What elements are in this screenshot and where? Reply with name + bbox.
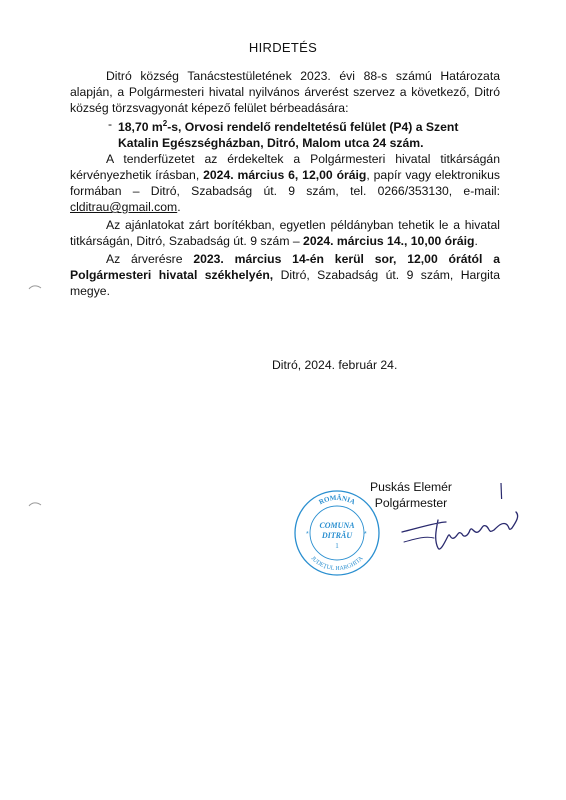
stamp-center-line2: DITRĂU <box>321 531 353 540</box>
auction-location: Ditró, Szabadság út. 9 szám, Hargita megye. <box>70 268 500 299</box>
property-description <box>118 116 500 151</box>
paragraph-auction <box>70 251 500 299</box>
bullet-dash: - <box>108 117 113 131</box>
pen-tick-mark <box>499 482 503 500</box>
area-value: 18,70 m <box>118 120 163 135</box>
stamp-top-text: ROMÂNIA <box>317 493 357 507</box>
tender-text: A tenderfüzetet az érdekeltek a Polgármesteri hivatal titkárságán kérvényezhetik írásban, <box>70 152 500 183</box>
stamp-center-number: 1 <box>335 542 339 550</box>
page-title: HIRDETÉS <box>248 40 318 55</box>
property-details: -s, Orvosi rendelő rendeltetésű felület (P4) a Szent Katalin Egészségházban, Ditró, Malom utca 24 szám. <box>118 120 459 151</box>
paragraph-intro: Ditró község Tanácstestületének 2023. évi 88-s számú Határozata alapján, a Polgármesteri hivatal nyilvános árverést szervez a következő, Ditró község törzsvagyonát képező felület bérbeadására: <box>70 69 500 115</box>
offers-end: . <box>474 234 478 249</box>
paragraph-offers <box>70 217 500 249</box>
area-superscript: 2 <box>162 119 168 128</box>
auction-text: Az árverésre <box>106 252 194 267</box>
paragraph-tender <box>70 151 500 215</box>
tender-deadline: 2024. március 6, 12,00 óráig <box>203 168 367 183</box>
stamp-star-left-icon: * <box>306 531 309 538</box>
offers-deadline: 2024. március 14., 10,00 óráig <box>303 234 475 249</box>
tender-contact: , papír vagy elektronikus formában – Ditró, Szabadság út. 9 szám, tel. 0266/353130, e-mail: <box>70 168 500 199</box>
signature-icon <box>398 500 528 560</box>
stamp-center-line1: COMUNA <box>319 521 355 530</box>
list-item <box>70 116 500 151</box>
document-body <box>70 68 500 299</box>
signer-name: Puskás Elemér <box>370 480 452 494</box>
margin-mark-icon <box>28 500 42 508</box>
signer-title: Polgármester <box>374 496 448 510</box>
svg-text:ROMÂNIA <box>318 494 357 506</box>
margin-mark-icon <box>28 283 42 291</box>
email-link[interactable]: clditrau@gmail.com <box>70 200 178 215</box>
tender-end: . <box>177 200 181 215</box>
auction-date: 2023. március 14-én kerül sor, 12,00 órától a Polgármesteri hivatal székhelyén, <box>70 252 500 283</box>
stamp-star-right-icon: * <box>364 531 367 538</box>
official-stamp-icon <box>292 488 382 578</box>
offers-text: Az ajánlatokat zárt borítékban, egyetlen példányban tehetik le a hivatal titkárságán, Ditró, Szabadság út. 9 szám – <box>70 218 500 249</box>
stamp-bottom-text: JUDEȚUL HARGHITA <box>309 555 365 573</box>
date-line: Ditró, 2024. február 24. <box>272 358 398 372</box>
